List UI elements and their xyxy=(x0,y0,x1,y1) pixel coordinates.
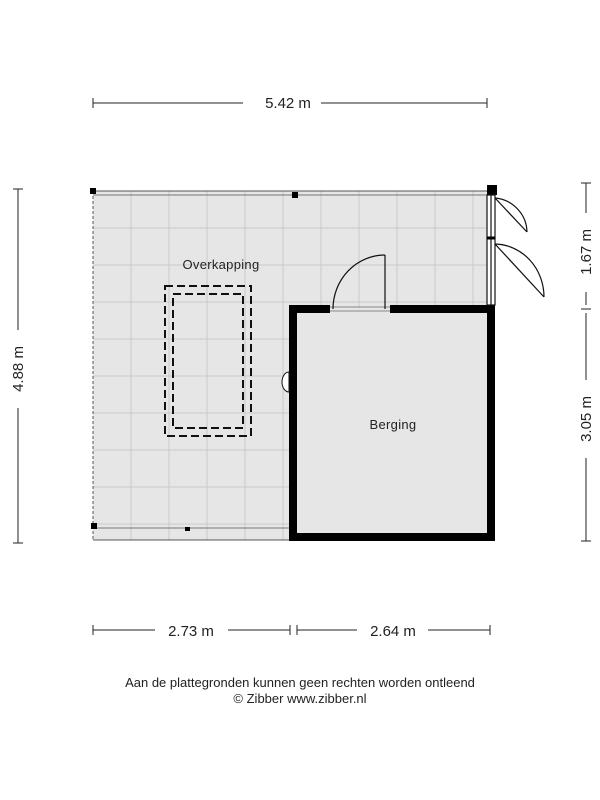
room-label-overkapping: Overkapping xyxy=(182,257,260,272)
dim-bottom xyxy=(93,625,490,635)
room-label-berging: Berging xyxy=(369,417,417,432)
dim-left-label: 4.88 m xyxy=(10,346,27,392)
post xyxy=(90,188,96,194)
post xyxy=(487,185,497,195)
right-doors xyxy=(487,195,544,305)
post xyxy=(292,192,298,198)
dim-right-upper-label: 1.67 m xyxy=(578,229,595,275)
post xyxy=(91,523,97,529)
dim-bottom-left-label: 2.73 m xyxy=(168,623,214,640)
disclaimer-text: Aan de plattegronden kunnen geen rechten worden ontleend xyxy=(125,675,475,690)
post xyxy=(185,527,190,531)
dim-bottom-right-label: 2.64 m xyxy=(370,623,416,640)
copyright-text: © Zibber www.zibber.nl xyxy=(233,691,367,706)
dim-top-label: 5.42 m xyxy=(265,95,311,112)
dim-right-lower-label: 3.05 m xyxy=(578,396,595,442)
